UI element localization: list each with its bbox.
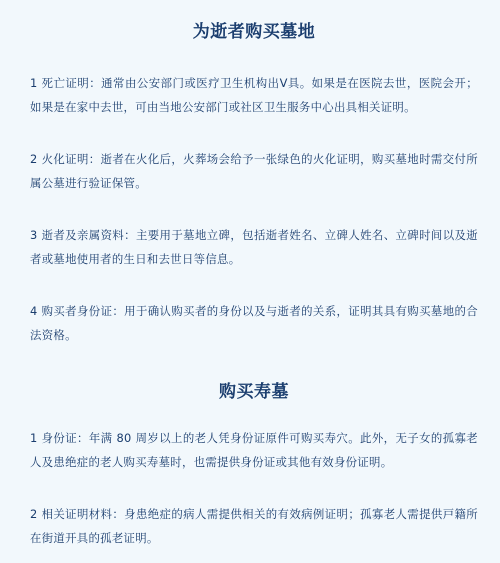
paragraph-deceased-and-relatives-info: 3 逝者及亲属资料：主要用于墓地立碑，包括逝者姓名、立碑人姓名、立碑时间以及逝者或墓地使用者的生日和去世日等信息。 [30, 228, 478, 266]
paragraph-supporting-documents: 2 相关证明材料：身患绝症的病人需提供相关的有效病例证明；孤寡老人需提供戸籍所在街道开具的孤老证明。 [30, 507, 478, 545]
section-title-buy-cemetery-for-deceased: 为逝者购买墓地 [192, 22, 316, 42]
section-title-buy-pre-need-tomb: 购买寿墓 [219, 382, 289, 402]
paragraph-id-card: 1 身份证：年满 80 周岁以上的老人凭身份证原件可购买寿穴。此外，无子女的孤寡老人及患绝症的老人购买寿墓时，也需提供身份证或其他有效身份证明。 [30, 431, 478, 469]
paragraph-buyer-id-card: 4 购买者身份证：用于确认购买者的身份以及与逝者的关系，证明其具有购买墓地的合法资格。 [30, 304, 478, 342]
paragraph-death-certificate: 1 死亡证明：通常由公安部门或医疗卫生机构出Ⅴ具。如果是在医院去世，医院会开；如果是在家中去世，可由当地公安部门或社区卫生服务中心出具相关证明。 [30, 76, 478, 114]
paragraph-cremation-certificate: 2 火化证明：逝者在火化后，火葬场会给予一张绿色的火化证明，购买墓地时需交付所属公墓进行验证保管。 [30, 152, 478, 190]
